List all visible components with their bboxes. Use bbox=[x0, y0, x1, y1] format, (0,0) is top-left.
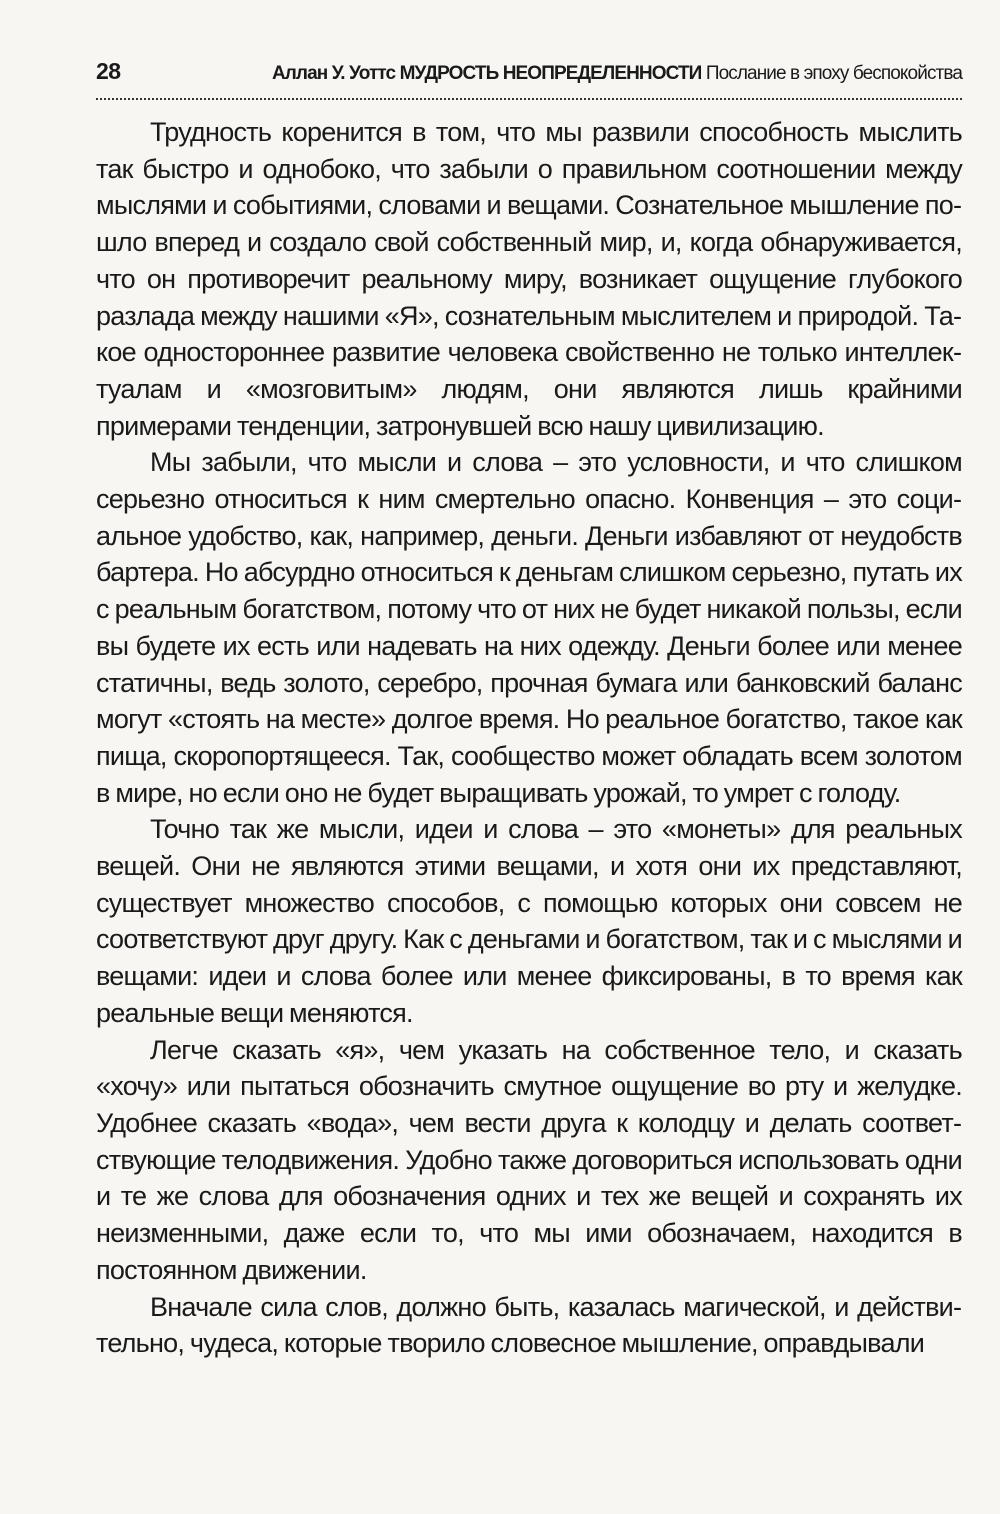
header-book-info bbox=[272, 63, 962, 85]
paragraph: Вначале сила слов, должно быть, казалась магической, и действительно, чудеса, которые творило словесное мышление, оправдывали bbox=[96, 1291, 962, 1359]
book-page bbox=[96, 58, 962, 1362]
paragraph: Легче сказать «я», чем указать на собственное тело, и сказать «хочу» или пытаться обозначить смутное ощущение во рту и желудке. Удобнее сказать «вода», чем вести друга к колодцу и делать соответствующие телодвижения. Удобно также договориться использовать одни и те же слова для обозначения одних и тех же вещей и сохранять их неизменными, даже если то, что мы ими обозначаем, находится в постоянном движении. bbox=[96, 1034, 962, 1285]
running-header bbox=[96, 58, 962, 100]
header-subtitle: Послание в эпоху беспокойства bbox=[705, 63, 962, 84]
paragraph: Точно так же мысли, идеи и слова – это «монеты» для реальных вещей. Они не являются этими вещами, и хотя они их представляют, существует множество способов, с помощью которых они совсем не соответствуют друг другу. Как с деньгами и богатством, так и с мыслями и вещами: идеи и слова более или менее фиксированы, в то время как реальные вещи меняются. bbox=[96, 814, 962, 1028]
body-text bbox=[96, 114, 962, 1362]
header-book-title: МУДРОСТЬ НЕОПРЕДЕЛЕННОСТИ bbox=[399, 63, 702, 84]
header-author: Аллан У. Уоттс bbox=[271, 63, 396, 84]
paragraph: Трудность коренится в том, что мы развили способность мыслить так быстро и однобоко, что забыли о правильном соотношении между мыслями и событиями, словами и вещами. Сознательное мышление пошло вперед и создало свой собственный мир, и, когда обнаруживается, что он противоречит реальному миру, возникает ощущение глубокого разлада между нашими «Я», сознательным мыслителем и природой. Такое одностороннее развитие человека свойственно не только интеллектуалам и «мозговитым» людям, они являются лишь крайними примерами тенденции, затронувшей всю нашу цивилизацию. bbox=[96, 117, 962, 441]
paragraph: Мы забыли, что мысли и слова – это условности, и что слишком серьезно относиться к ним смертельно опасно. Конвенция – это социальное удобство, как, например, деньги. Деньги избавляют от неудобств бартера. Но абсурдно относиться к деньгам слишком серьезно, путать их с реальным богатством, потому что от них не будет никакой пользы, если вы будете их есть или надевать на них одежду. Деньги более или менее статичны, ведь золото, серебро, прочная бумага или банковский баланс могут «стоять на месте» долгое время. Но реальное богатство, такое как пища, скоропортящееся. Так, сообщество может обладать всем золотом в мире, но если оно не будет выращивать урожай, то умрет с голоду. bbox=[96, 447, 962, 808]
page-number: 28 bbox=[96, 58, 121, 84]
